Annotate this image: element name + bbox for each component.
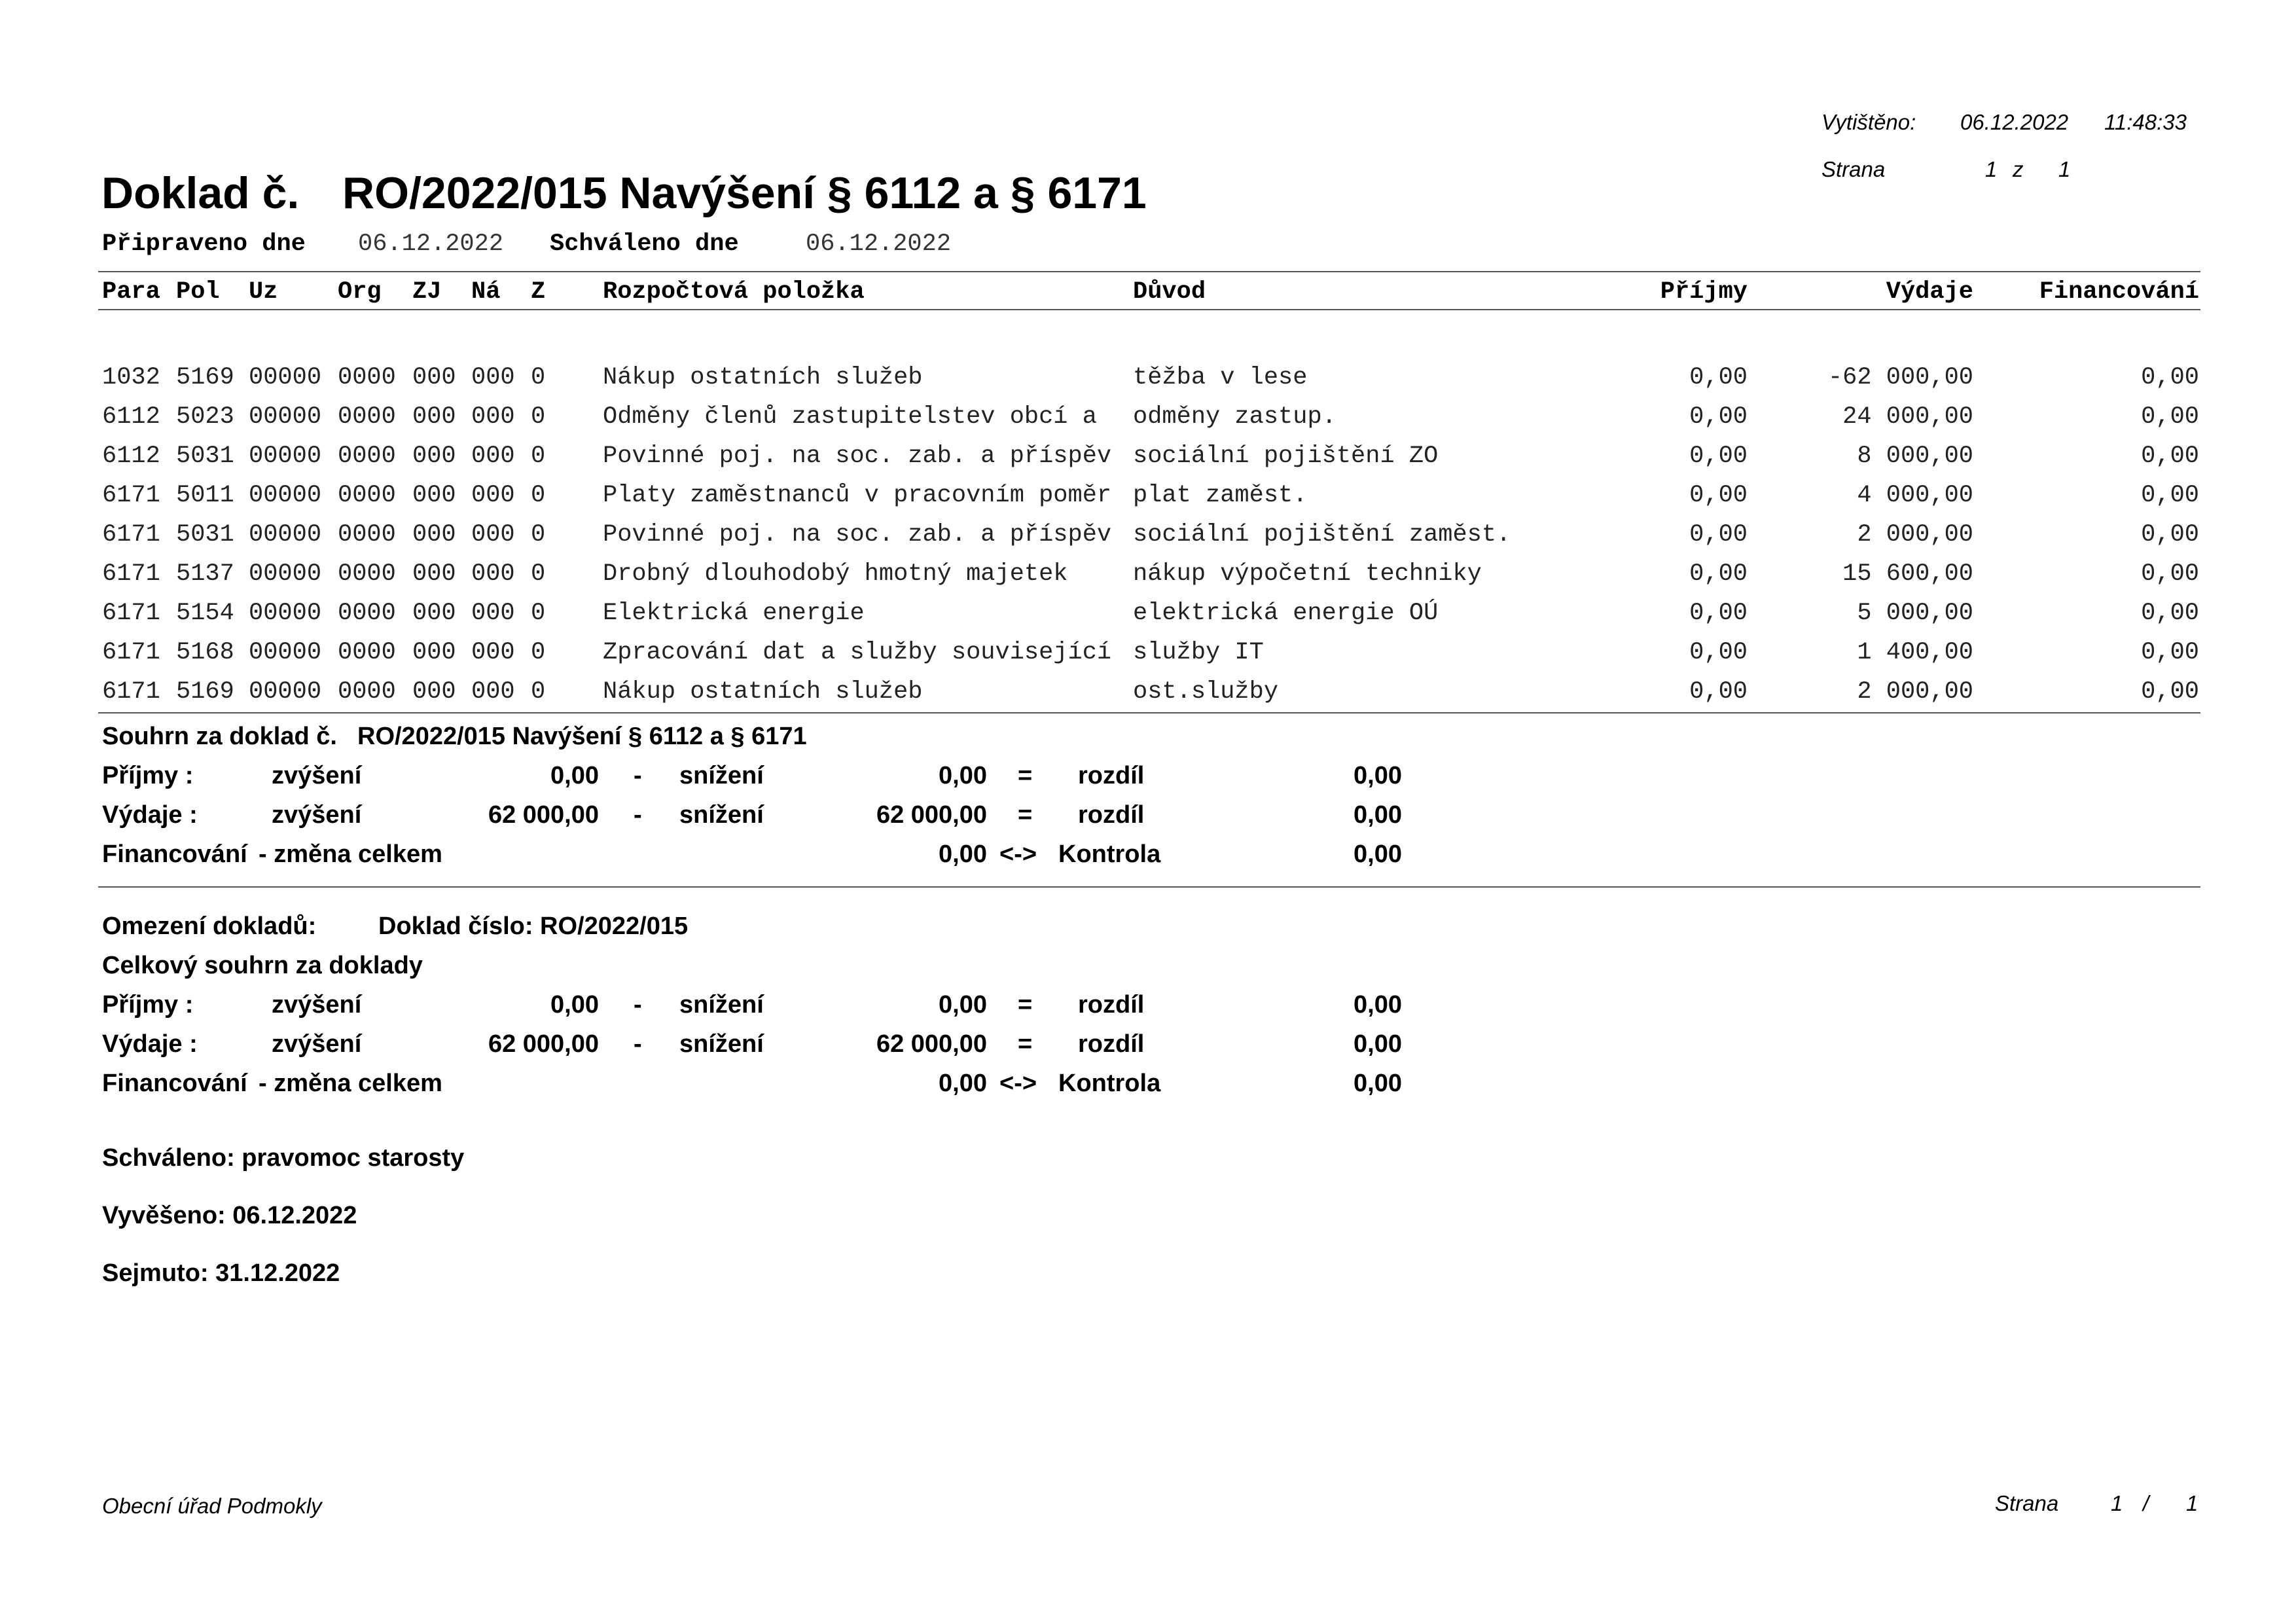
cell-z: 0 [531,403,546,431]
cell-expense: 8 000,00 [1857,442,1973,470]
summary-expense-equals: = [1018,801,1033,829]
cell-income: 0,00 [1689,639,1748,666]
cell-org: 0000 [338,482,396,509]
cell-org: 0000 [338,403,396,431]
total-financing-value: 0,00 [939,1070,987,1097]
cell-item: Elektrická energie [603,600,865,627]
total-arrow: <-> [999,1070,1037,1097]
cell-org: 0000 [338,600,396,627]
printed-time: 11:48:33 [2104,110,2187,134]
table-row [0,364,2296,403]
summary-title-prefix: Souhrn za doklad č. [102,723,337,750]
total-control-value: 0,00 [1354,1070,1402,1097]
col-pol: Pol [176,278,220,306]
cell-org: 0000 [338,364,396,391]
printed-label: Vytištěno: [1821,110,1916,134]
summary-income-diff-label: rozdíl [1078,762,1145,789]
cell-expense: 24 000,00 [1842,403,1973,431]
summary-control-value: 0,00 [1354,840,1402,868]
cell-pol: 5169 [176,678,234,706]
summary-control-label: Kontrola [1058,840,1161,868]
approved-label: Schváleno dne [550,230,739,258]
total-expense-equals: = [1018,1030,1033,1058]
cell-item: Drobný dlouhodobý hmotný majetek [603,560,1068,588]
total-income-diff-label: rozdíl [1078,991,1145,1019]
cell-para: 6171 [102,560,160,588]
col-uz: Uz [249,278,278,306]
cell-zj: 000 [412,521,456,549]
cell-expense: 1 400,00 [1857,639,1973,666]
summary-income-increase: 0,00 [550,762,599,789]
cell-reason: elektrická energie OÚ [1133,600,1439,627]
cell-zj: 000 [412,482,456,509]
cell-zj: 000 [412,560,456,588]
col-z: Z [531,278,546,306]
prepared-date: 06.12.2022 [358,230,504,258]
cell-na: 000 [471,403,515,431]
footer-office: Obecní úřad Podmokly [102,1494,322,1518]
document-title: RO/2022/015 Navýšení § 6112 a § 6171 [342,168,1147,218]
cell-item: Zpracování dat a služby související [603,639,1112,666]
total-expense-increase: 62 000,00 [488,1030,599,1058]
cell-uz: 00000 [249,521,322,549]
footer-page-label: Strana [1995,1491,2059,1515]
table-row [0,442,2296,482]
cell-para: 6112 [102,403,160,431]
total-income-increase-label: zvýšení [272,991,362,1019]
filter-label: Omezení dokladů: [102,912,317,940]
table-row [0,639,2296,678]
cell-org: 0000 [338,678,396,706]
cell-na: 000 [471,442,515,470]
cell-expense: 4 000,00 [1857,482,1973,509]
summary-income-equals: = [1018,762,1033,789]
table-row [0,482,2296,521]
cell-pol: 5169 [176,364,234,391]
approved-note: Schváleno: pravomoc starosty [102,1144,465,1172]
cell-expense: -62 000,00 [1827,364,1973,391]
cell-pol: 5031 [176,521,234,549]
cell-reason: těžba v lese [1133,364,1308,391]
total-income-minus: - [634,991,642,1019]
table-row [0,560,2296,600]
cell-z: 0 [531,482,546,509]
footer-page-total: 1 [2186,1491,2198,1515]
cell-pol: 5031 [176,442,234,470]
cell-reason: sociální pojištění ZO [1133,442,1439,470]
cell-z: 0 [531,600,546,627]
total-title: Celkový souhrn za doklady [102,952,423,979]
summary-expense-increase: 62 000,00 [488,801,599,829]
cell-zj: 000 [412,600,456,627]
cell-na: 000 [471,639,515,666]
cell-item: Povinné poj. na soc. zab. a příspěv [603,442,1112,470]
summary-income-decrease-label: snížení [679,762,764,789]
cell-org: 0000 [338,560,396,588]
summary-financing-label: Financování [102,840,247,868]
cell-financing: 0,00 [2141,403,2199,431]
cell-zj: 000 [412,403,456,431]
summary-expense-decrease: 62 000,00 [876,801,987,829]
cell-income: 0,00 [1689,364,1748,391]
cell-financing: 0,00 [2141,600,2199,627]
table-row [0,521,2296,560]
cell-para: 6171 [102,600,160,627]
cell-na: 000 [471,600,515,627]
cell-org: 0000 [338,639,396,666]
cell-pol: 5168 [176,639,234,666]
cell-financing: 0,00 [2141,560,2199,588]
cell-expense: 2 000,00 [1857,521,1973,549]
cell-para: 6171 [102,482,160,509]
cell-na: 000 [471,364,515,391]
table-row [0,600,2296,639]
total-income-diff: 0,00 [1354,991,1402,1019]
cell-reason: služby IT [1133,639,1264,666]
summary-income-increase-label: zvýšení [272,762,362,789]
total-income-decrease-label: snížení [679,991,764,1019]
cell-z: 0 [531,364,546,391]
cell-financing: 0,00 [2141,442,2199,470]
cell-org: 0000 [338,442,396,470]
cell-pol: 5154 [176,600,234,627]
total-income-increase: 0,00 [550,991,599,1019]
cell-para: 6171 [102,521,160,549]
cell-uz: 00000 [249,560,322,588]
total-expense-decrease: 62 000,00 [876,1030,987,1058]
total-expense-increase-label: zvýšení [272,1030,362,1058]
cell-na: 000 [471,521,515,549]
cell-item: Platy zaměstnanců v pracovním poměr [603,482,1112,509]
cell-income: 0,00 [1689,403,1748,431]
cell-pol: 5023 [176,403,234,431]
col-expense: Výdaje [1886,278,1973,306]
total-control-label: Kontrola [1058,1070,1161,1097]
summary-expense-diff-label: rozdíl [1078,801,1145,829]
printed-date: 06.12.2022 [1960,110,2069,134]
cell-pol: 5137 [176,560,234,588]
cell-uz: 00000 [249,639,322,666]
prepared-label: Připraveno dne [102,230,306,258]
cell-zj: 000 [412,442,456,470]
cell-para: 6171 [102,639,160,666]
posted-note: Vyvěšeno: 06.12.2022 [102,1202,357,1229]
summary-rule [98,886,2200,888]
summary-expense-increase-label: zvýšení [272,801,362,829]
cell-org: 0000 [338,521,396,549]
cell-expense: 2 000,00 [1857,678,1973,706]
cell-z: 0 [531,442,546,470]
cell-income: 0,00 [1689,560,1748,588]
cell-z: 0 [531,678,546,706]
total-income-decrease: 0,00 [939,991,987,1019]
cell-uz: 00000 [249,364,322,391]
cell-expense: 15 600,00 [1842,560,1973,588]
summary-income-minus: - [634,762,642,789]
summary-expense-decrease-label: snížení [679,801,764,829]
summary-expense-minus: - [634,801,642,829]
table-top-rule [98,271,2200,272]
col-reason: Důvod [1133,278,1206,306]
page-total-top: 1 [2058,157,2071,181]
cell-reason: plat zaměst. [1133,482,1308,509]
page-of-top: z [2013,157,2024,181]
cell-zj: 000 [412,364,456,391]
footer-page-current: 1 [2111,1491,2123,1515]
summary-income-diff: 0,00 [1354,762,1402,789]
cell-reason: nákup výpočetní techniky [1133,560,1482,588]
page-current-top: 1 [1985,157,1998,181]
cell-financing: 0,00 [2141,364,2199,391]
total-expense-decrease-label: snížení [679,1030,764,1058]
cell-para: 1032 [102,364,160,391]
summary-income-label: Příjmy : [102,762,194,789]
table-bottom-rule [98,712,2200,713]
cell-na: 000 [471,482,515,509]
total-expense-minus: - [634,1030,642,1058]
summary-financing-change-label: - změna celkem [259,840,442,868]
cell-income: 0,00 [1689,678,1748,706]
cell-uz: 00000 [249,482,322,509]
cell-reason: ost.služby [1133,678,1279,706]
col-income: Příjmy [1660,278,1748,306]
col-financing: Financování [2039,278,2199,306]
col-para: Para [102,278,160,306]
cell-expense: 5 000,00 [1857,600,1973,627]
total-expense-label: Výdaje : [102,1030,198,1058]
table-row [0,403,2296,442]
total-expense-diff: 0,00 [1354,1030,1402,1058]
cell-na: 000 [471,560,515,588]
table-header-rule [98,309,2200,310]
summary-expense-diff: 0,00 [1354,801,1402,829]
cell-financing: 0,00 [2141,678,2199,706]
removed-note: Sejmuto: 31.12.2022 [102,1259,340,1287]
cell-uz: 00000 [249,403,322,431]
col-item: Rozpočtová položka [603,278,865,306]
summary-income-decrease: 0,00 [939,762,987,789]
cell-income: 0,00 [1689,482,1748,509]
page-label-top: Strana [1821,157,1886,181]
cell-financing: 0,00 [2141,482,2199,509]
table-header [0,278,2296,317]
cell-reason: odměny zastup. [1133,403,1336,431]
cell-financing: 0,00 [2141,639,2199,666]
total-income-label: Příjmy : [102,991,194,1019]
cell-para: 6171 [102,678,160,706]
total-income-equals: = [1018,991,1033,1019]
cell-na: 000 [471,678,515,706]
cell-zj: 000 [412,678,456,706]
cell-financing: 0,00 [2141,521,2199,549]
cell-z: 0 [531,521,546,549]
col-zj: ZJ [412,278,442,306]
summary-expense-label: Výdaje : [102,801,198,829]
cell-uz: 00000 [249,442,322,470]
cell-para: 6112 [102,442,160,470]
filter-value: Doklad číslo: RO/2022/015 [378,912,689,940]
cell-z: 0 [531,639,546,666]
cell-pol: 5011 [176,482,234,509]
total-financing-label: Financování [102,1070,247,1097]
cell-item: Odměny členů zastupitelstev obcí a [603,403,1097,431]
document-title-prefix: Doklad č. [101,168,300,218]
footer-page-slash: / [2143,1491,2149,1515]
cell-uz: 00000 [249,678,322,706]
cell-item: Povinné poj. na soc. zab. a příspěv [603,521,1112,549]
summary-arrow: <-> [999,840,1037,868]
cell-item: Nákup ostatních služeb [603,678,923,706]
cell-item: Nákup ostatních služeb [603,364,923,391]
summary-title: RO/2022/015 Navýšení § 6112 a § 6171 [357,723,807,750]
cell-reason: sociální pojištění zaměst. [1133,521,1511,549]
approved-date: 06.12.2022 [806,230,952,258]
table-row [0,678,2296,717]
total-expense-diff-label: rozdíl [1078,1030,1145,1058]
cell-uz: 00000 [249,600,322,627]
col-na: Ná [471,278,501,306]
cell-income: 0,00 [1689,600,1748,627]
cell-zj: 000 [412,639,456,666]
col-org: Org [338,278,382,306]
summary-financing-value: 0,00 [939,840,987,868]
cell-income: 0,00 [1689,442,1748,470]
cell-z: 0 [531,560,546,588]
total-financing-change-label: - změna celkem [259,1070,442,1097]
cell-income: 0,00 [1689,521,1748,549]
